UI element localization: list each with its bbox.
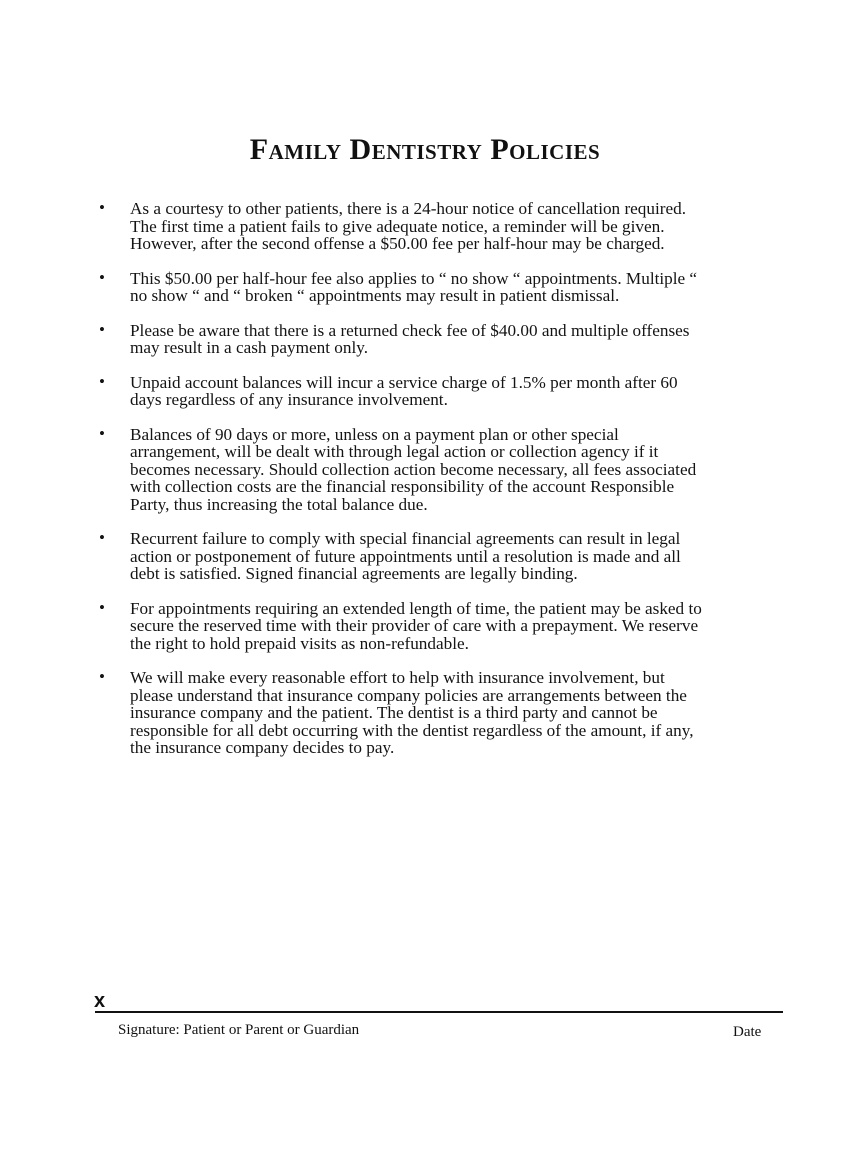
policy-text: For appointments requiring an extended length of time, the patient may be asked to secure the reserved time with their provider of care with a prepayment. We reserve the right to hold prepaid visits as non-refundable. (130, 598, 702, 653)
signature-label: Signature: Patient or Parent or Guardian (118, 1022, 360, 1038)
policy-item (99, 319, 710, 357)
policy-item (99, 371, 710, 409)
policy-item (99, 198, 710, 253)
policy-text: Please be aware that there is a returned check fee of $40.00 and multiple offenses may result in a cash payment only. (130, 320, 690, 357)
page-title: Family Dentistry Policies (249, 133, 601, 166)
bullet-icon: • (99, 667, 105, 686)
signature-line[interactable] (95, 1011, 783, 1013)
policy-text: Unpaid account balances will incur a service charge of 1.5% per month after 60 days regardless of any insurance involvement. (130, 372, 678, 409)
bullet-icon: • (99, 423, 105, 443)
bullet-icon: • (99, 528, 105, 547)
bullet-icon: • (99, 198, 105, 217)
policy-text: As a courtesy to other patients, there is a 24-hour notice of cancellation required. The first time a patient fails to give adequate notice, a reminder will be given. However, after the second offense a $50.00 fee per half-hour may be charged. (130, 199, 687, 253)
policy-text: Recurrent failure to comply with special financial agreements can result in legal action or postponement of future appointments until a resolution is made and all debt is satisfied. Signed financial agreements are legally binding. (130, 529, 681, 583)
bullet-icon: • (99, 267, 105, 287)
signature-mark: x (94, 990, 106, 1012)
policy-text: Balances of 90 days or more, unless on a payment plan or other special arrangement, will be dealt with through legal action or collection agency if it becomes necessary. Should collection action become necessary, all fees associated with collection costs are the financial responsibility of the account Responsible Party, thus increasing the total balance due. (130, 424, 697, 514)
policy-text: We will make every reasonable effort to help with insurance involvement, but please understand that insurance company policies are arrangements between the insurance company and the patient. The dentist is a third party and cannot be responsible for all debt occurring with the dentist regardless of the amount, if any, the insurance company decides to pay. (130, 668, 694, 757)
policy-text: This $50.00 per half-hour fee also applies to “ no show “ appointments. Multiple “ no show “ and “ broken “ appointments may result in patient dismissal. (130, 268, 698, 305)
policy-item (99, 667, 710, 757)
bullet-icon: • (99, 319, 105, 339)
policy-item (99, 267, 710, 305)
bullet-icon: • (99, 597, 105, 617)
policy-item (99, 423, 710, 514)
policy-list (99, 198, 710, 774)
policy-item (99, 597, 710, 653)
policy-item (99, 528, 710, 583)
date-label: Date (733, 1024, 762, 1040)
bullet-icon: • (99, 371, 105, 391)
